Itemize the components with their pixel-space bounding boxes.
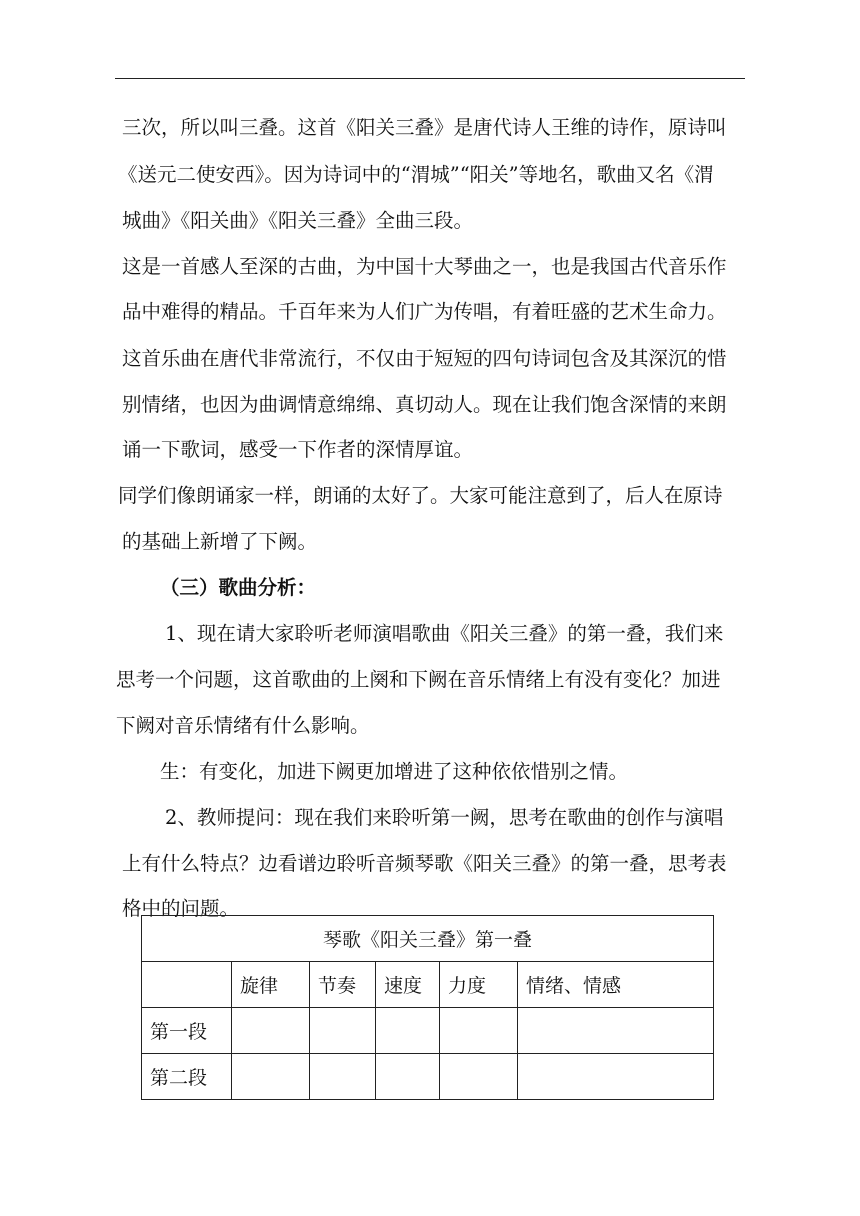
table-title: 琴歌《阳关三叠》第一叠 (142, 916, 714, 962)
text-line: 上有什么特点？边看谱边聆听音频琴歌《阳关三叠》的第一叠，思考表 (122, 852, 727, 875)
table-header-cell: 节奏 (310, 962, 376, 1008)
text-line: 诵一下歌词，感受一下作者的深情厚谊。 (122, 438, 474, 461)
table-header-cell: 旋律 (232, 962, 310, 1008)
text-line: 的基础上新增了下阙。 (122, 530, 318, 553)
table-cell (232, 1008, 310, 1054)
header-rule (115, 78, 745, 79)
table-header-cell (142, 962, 232, 1008)
table-cell (518, 1054, 714, 1100)
text-line: 城曲》《阳关曲》《阳关三叠》全曲三段。 (122, 209, 474, 232)
table-cell (518, 1008, 714, 1054)
table-cell (310, 1054, 376, 1100)
text-line: 《送元二使安西》。因为诗词中的“渭城”“阳关”等地名，歌曲又名《渭 (118, 163, 714, 186)
table-title-row (142, 916, 714, 962)
text-line: 下阙对音乐情绪有什么影响。 (116, 714, 370, 737)
table-row (142, 1054, 714, 1100)
text-line: 这是一首感人至深的古曲，为中国十大琴曲之一，也是我国古代音乐作 (122, 255, 727, 278)
text-line: 格中的问题。 (122, 897, 240, 920)
analysis-table (141, 915, 714, 1100)
text-line: 2、教师提问：现在我们来聆听第一阙，思考在歌曲的创作与演唱 (165, 806, 724, 829)
section-heading: （三）歌曲分析： (160, 576, 317, 599)
table-cell (440, 1054, 518, 1100)
table-cell (440, 1008, 518, 1054)
table-row (142, 1008, 714, 1054)
table-cell (376, 1054, 440, 1100)
table-cell (376, 1008, 440, 1054)
table-cell: 第二段 (142, 1054, 232, 1100)
text-line: 品中难得的精品。千百年来为人们广为传唱，有着旺盛的艺术生命力。 (122, 300, 727, 323)
text-line: 同学们像朗诵家一样，朗诵的太好了。大家可能注意到了，后人在原诗 (118, 484, 723, 507)
text-line: 这首乐曲在唐代非常流行，不仅由于短短的四句诗词包含及其深沉的惜 (122, 347, 727, 370)
table-cell: 第一段 (142, 1008, 232, 1054)
table-header-cell: 力度 (440, 962, 518, 1008)
text-line: 1、现在请大家聆听老师演唱歌曲《阳关三叠》的第一叠，我们来 (165, 622, 724, 645)
text-line: 别情绪，也因为曲调情意绵绵、真切动人。现在让我们饱含深情的来朗 (122, 393, 727, 416)
table-header-cell: 情绪、情感 (518, 962, 714, 1008)
table-cell (310, 1008, 376, 1054)
table-header-row (142, 962, 714, 1008)
text-line: 生：有变化，加进下阙更加增进了这种依依惜别之情。 (160, 760, 629, 783)
table-header-cell: 速度 (376, 962, 440, 1008)
text-line: 三次，所以叫三叠。这首《阳关三叠》是唐代诗人王维的诗作，原诗叫 (122, 116, 727, 139)
text-line: 思考一个问题，这首歌曲的上阕和下阙在音乐情绪上有没有变化？加进 (116, 668, 721, 691)
table-cell (232, 1054, 310, 1100)
